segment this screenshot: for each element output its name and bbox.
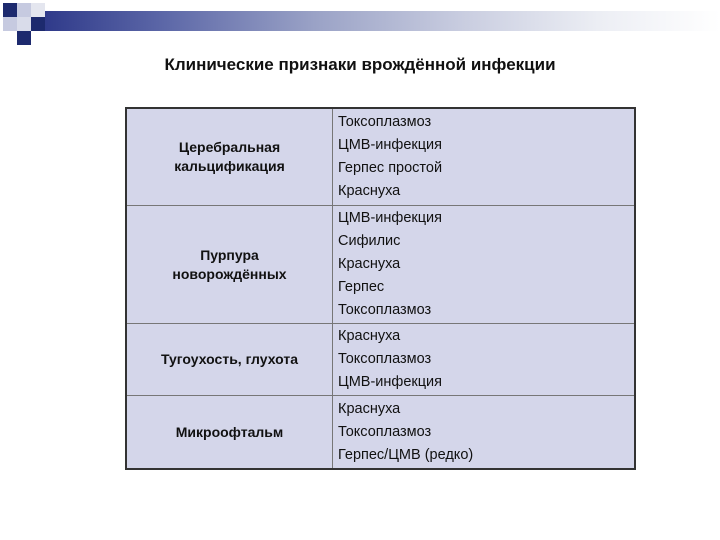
column-divider: [332, 396, 333, 468]
sign-cell: [127, 109, 332, 205]
deco-square: [31, 3, 45, 17]
infection-item: ЦМВ-инфекция: [338, 137, 443, 153]
infection-item: Токсоплазмоз: [338, 302, 432, 318]
column-divider: [332, 206, 333, 323]
infection-item: Краснуха: [338, 256, 401, 272]
sign-text: Пурпура новорождённых: [172, 246, 287, 282]
sign-text: Микроофтальм: [175, 423, 284, 440]
deco-square: [3, 17, 17, 31]
infection-item: ЦМВ-инфекция: [338, 374, 443, 390]
table-row: [127, 396, 634, 468]
infection-item: Сифилис: [338, 233, 401, 249]
deco-square: [31, 17, 45, 31]
infection-item: Герпес/ЦМВ (редко): [338, 446, 474, 463]
sign-cell: [127, 324, 332, 395]
infection-item: Краснуха: [338, 183, 401, 199]
gradient-band: [44, 11, 720, 31]
infection-item: Герпес: [338, 279, 385, 295]
sign-text: Тугоухость, глухота: [160, 351, 299, 367]
table-row: [127, 109, 634, 206]
infection-table: [125, 107, 636, 470]
infection-item: Краснуха: [338, 328, 401, 344]
deco-square: [17, 3, 31, 17]
sign-cell: [127, 396, 332, 468]
deco-square: [17, 31, 31, 45]
infection-item: Краснуха: [338, 400, 401, 417]
table-row: [127, 324, 634, 396]
infection-item: ЦМВ-инфекция: [338, 210, 443, 226]
sign-text: Церебральная кальцификация: [174, 139, 285, 174]
deco-square: [3, 3, 17, 17]
infection-item: Токсоплазмоз: [338, 423, 432, 440]
column-divider: [332, 324, 333, 395]
infection-item: Токсоплазмоз: [338, 114, 432, 130]
infections-cell: [338, 324, 442, 395]
table-row: [127, 206, 634, 324]
page-title: Клинические признаки врождённой инфекции: [164, 55, 556, 74]
decorative-header: [0, 0, 720, 48]
infections-cell: [338, 396, 473, 468]
sign-cell: [127, 206, 332, 323]
column-divider: [332, 109, 333, 205]
deco-square: [17, 17, 31, 31]
infection-item: Токсоплазмоз: [338, 351, 432, 367]
infections-cell: [338, 109, 442, 205]
infection-item: Герпес простой: [338, 160, 443, 176]
infections-cell: [338, 206, 442, 323]
